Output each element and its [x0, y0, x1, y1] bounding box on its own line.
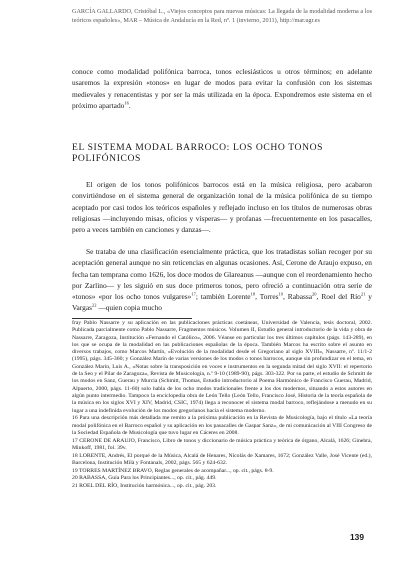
paragraph-intro-text: conoce como modalidad polifónica barroca, tonos eclesiásticos u otros términos; en adelante usaremos la expresión «tonos» en lugar de modos para evitar la confusión con los sistemas medievales y renacentistas y por ser la más utilizada en la época. Expondremos este sistema en el próximo apartado: [72, 67, 372, 110]
footnote-17: 17 CERONE DE ARAUJO, Francisco, Libro de tonos y diccionario de música práctica y teórica de órgano, Alcalá, 1626; Ginebra, Minkoff, 1981, fol. 39v.: [72, 437, 372, 451]
footnote-20: 20 RABASSA, Guía Para los Principiantes..., op. cit., pág. 449.: [72, 475, 217, 482]
footnote-18: 18 LORENTE, Andrés, El porqué de la Música, Alcalá de Henares, Nicolás de Xamares, 1672; González Valle, José Vicente (ed.), Barcelona, Institución Milà y Fontanals, 2002, págs. 565 y 624-632.: [72, 452, 372, 466]
header-link[interactable]: http://mar.ugr.es: [279, 16, 320, 24]
footnote-ref-17[interactable]: 17: [191, 291, 196, 297]
paragraph-origin-text: El origen de los tonos polifónicos barrocos está en la música religiosa, pero acabaron convirtiéndose en el sistema general de organización tonal de la música polifónica de su tiempo aceptado por casi todos los teóricos españoles y reflejado incluso en los títulos de numerosas obras religiosas —incluyendo misas, oficios y vísperas— y profanas —frecuentemente en los pasacalles, pero a veces también en canciones y danzas—.: [72, 180, 372, 235]
footnote-continued: fray Pablo Nassarre y su aplicación en las publicaciones prácticas coetáneas, Universidad de Valencia, tesis doctoral, 2002. Publicada parcialmente como Pablo Nassarre, Fragmentos músicos. Volumen II, Estudio general introductorio de la vida y obra de Nassarre, Zaragoza, Institución «Fernando el Católico», 2006. Véanse en particular los tres últimos capítulos (págs. 143-289), en los que se ocupa de la modalidad en las publicaciones españolas de la época. También Marcos ha escrito sobre el asunto en diversos trabajos, como Marcos Martín, «Evolución de la modalidad desde el Gregoriano al siglo XVIII», Nassarre, nº. 11/1-2 (1995), págs. 345-360; y González Marín de varias versiones de los modos o tonos barrocos, aunque sin profundizar en el tema, en González Marín, Luis A., «Notas sobre la transposición en voces e instrumentos en la segunda mitad del siglo XVII: el repertorio de la Seo y el Pilar de Zaragoza», Revista de Musicología, n.º 9-10 (1989-90), págs. 303-322. Por su parte, el estudio de Schmitt de los modos en Sanz, Guerau y Murcia (Schmitt, Thomas, Estudio introductorio al Poema Harmónico de Francisco Guerau, Madrid, Alpuerto, 2000, págs. 11-60) solo habla de los ocho modos tradicionales frente a los dos modernos, situando a estos autores en algún punto intermedio. Tampoco la enciclopedia obra de León Tello (León Tello, Francisco José, Historia de la teoría española de la música en los siglos XVI y XIV, Madrid, CSIC, 1974) llega a reconocer el sistema modal barroco, reflejándose a menudo en su lugar a una indefinida evolución de los modos gregorianos hacia el sistema moderno.: [72, 320, 372, 414]
footnote-divider: [72, 318, 192, 319]
page-number: 139: [350, 532, 364, 542]
paragraph-intro: conoce como modalidad polifónica barroca, tonos eclesiásticos u otros términos; en adelante usaremos la expresión «tonos» en lugar de modos para evitar la confusión con los sistemas medievales y renacentistas y por ser la más utilizada en la época. Expondremos este sistema en el próximo apartado$^{16}$.: [72, 67, 372, 110]
paragraph-origin: [72, 179, 372, 235]
footnote-ref-18[interactable]: 18: [250, 291, 256, 297]
footnote-21: 21 ROEL DEL RÍO, Institución harmónica..., op. cit., pág. 203.: [72, 482, 217, 489]
section-heading: EL SISTEMA MODAL BARROCO: LOS OCHO TONOS POLIFÓNICOS: [72, 142, 324, 164]
footnote-ref-16[interactable]: 16: [124, 100, 129, 106]
running-header: [72, 8, 372, 25]
footnote-ref-22[interactable]: 22: [91, 303, 97, 309]
footnote-ref-20[interactable]: 20: [312, 291, 317, 297]
paragraph-classification: Se trataba de una clasificación esencialmente práctica, que los tratadistas solían recoger por su aceptación general aunque no sin reticencias en algunas ocasiones. Así, Cerone de Araujo expuso, en fecha tan temprana como 1626, los doce modos de Glareanus —aunque con el reordenamiento hecho por Zarlino— y les siguió en sus doce primeros tonos, pero ofreció a continuación otra serie de «tonos» «por los ocho tonos vulgares»$^{17}$; también Lorente$^{18}$, Torres$^{19}$, Rabassa$^{20}$, Roel del Río$^{21}$ y Vargas$^{22}$ —quien copia mucho: [72, 247, 372, 313]
footnote-19: 19 TORRES MARTÍNEZ BRAVO, Reglas generales de acompañar..., op. cit., págs. 8-9.: [72, 467, 274, 474]
footnote-ref-21[interactable]: 21: [360, 291, 366, 297]
footnotes: [72, 320, 372, 491]
footnote-ref-19[interactable]: 19: [278, 291, 284, 297]
footnote-16: 16 Para una descripción más detallada me remito a la próxima publicación en la Revista de Musicología, bajo el título «La teoría modal polifónica en el Barroco español y su aplicación en los pasacalles de Gaspar Sanz», de mi comunicación al VIII Congreso de la Sociedad Española de Musicología que tuvo lugar en Cáceres en 2008.: [72, 415, 372, 436]
header-citation: GARCÍA GALLARDO, Cristóbal L., «Viejos conceptos para nuevas músicas: La llegada de la modalidad moderna a los teóricos españoles», MAR – Música de Andalucía en la Red, nº. 1 (invierno, 2011),: [72, 8, 372, 24]
